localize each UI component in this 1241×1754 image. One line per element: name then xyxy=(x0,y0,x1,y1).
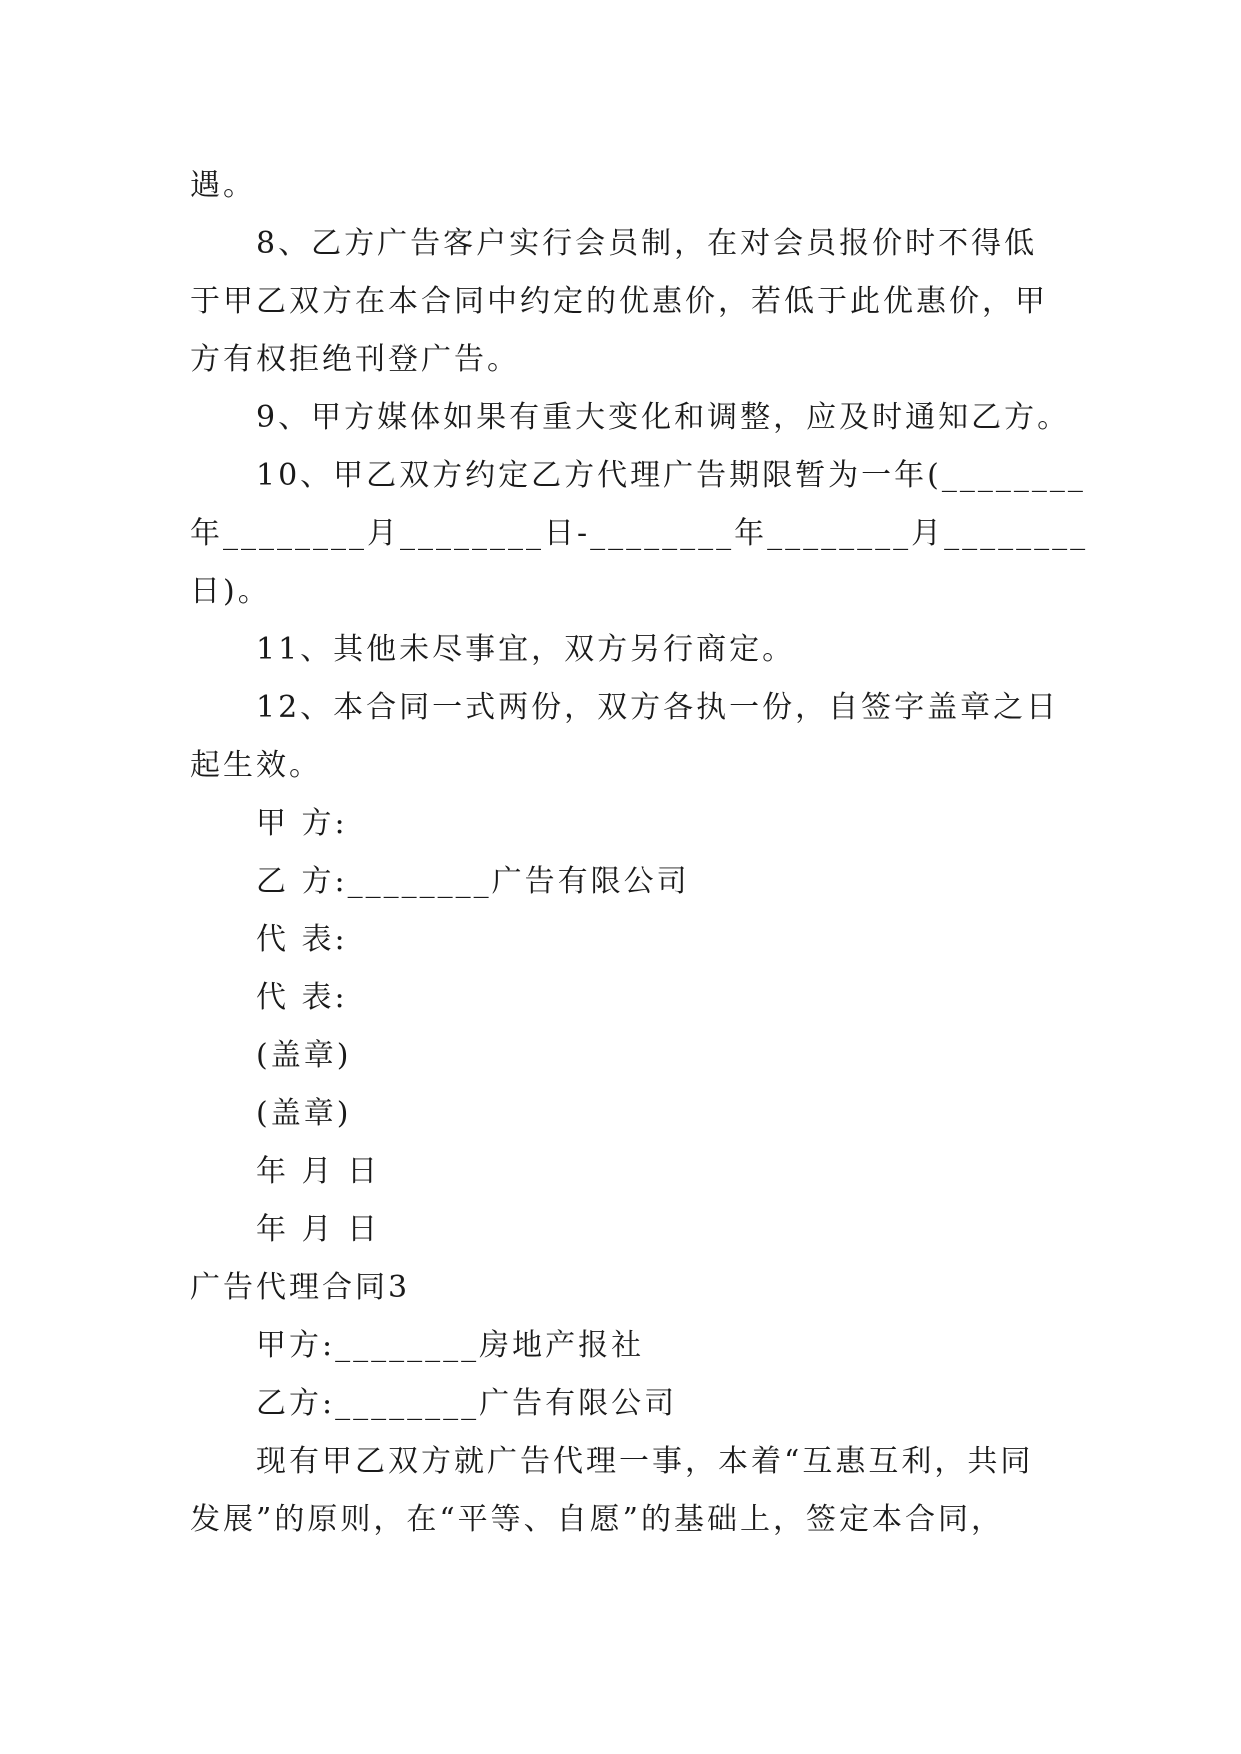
clause-8-line-2: 于甲乙双方在本合同中约定的优惠价，若低于此优惠价，甲 xyxy=(190,284,1048,319)
party-a-label: 甲 方: xyxy=(256,806,348,841)
party-a-line: 甲方:________房地产报社 xyxy=(256,1328,645,1363)
representative-label: 代 表: xyxy=(256,922,348,957)
clause-12-line-2: 起生效。 xyxy=(190,748,322,783)
date-label: 年 月 日 xyxy=(256,1212,381,1247)
clause-12-line-1: 12、本合同一式两份，双方各执一份，自签字盖章之日 xyxy=(256,690,1060,725)
clause-10-line-3: 日)。 xyxy=(190,574,271,609)
seal-label: (盖章) xyxy=(256,1038,352,1073)
representative-label: 代 表: xyxy=(256,980,348,1015)
party-b-line: 乙方:________广告有限公司 xyxy=(256,1386,678,1421)
preamble-line-2: 发展”的原则，在“平等、自愿”的基础上，签定本合同， xyxy=(190,1502,1005,1537)
clause-8-line-1: 8、乙方广告客户实行会员制，在对会员报价时不得低 xyxy=(256,226,1038,261)
clause-11: 11、其他未尽事宜，双方另行商定。 xyxy=(256,632,796,667)
clause-10-line-2: 年________月________日-________年________月________ xyxy=(190,516,1089,551)
text-line: 遇。 xyxy=(190,168,256,203)
seal-label: (盖章) xyxy=(256,1096,352,1131)
party-b-label: 乙 方:________广告有限公司 xyxy=(256,864,690,899)
section-title: 广告代理合同3 xyxy=(190,1270,411,1305)
date-label: 年 月 日 xyxy=(256,1154,381,1189)
clause-9: 9、甲方媒体如果有重大变化和调整，应及时通知乙方。 xyxy=(256,400,1071,435)
clause-8-line-3: 方有权拒绝刊登广告。 xyxy=(190,342,520,377)
clause-10-line-1: 10、甲乙双方约定乙方代理广告期限暂为一年(________ xyxy=(256,458,1086,493)
preamble-line-1: 现有甲乙双方就广告代理一事，本着“互惠互利，共同 xyxy=(256,1444,1034,1479)
